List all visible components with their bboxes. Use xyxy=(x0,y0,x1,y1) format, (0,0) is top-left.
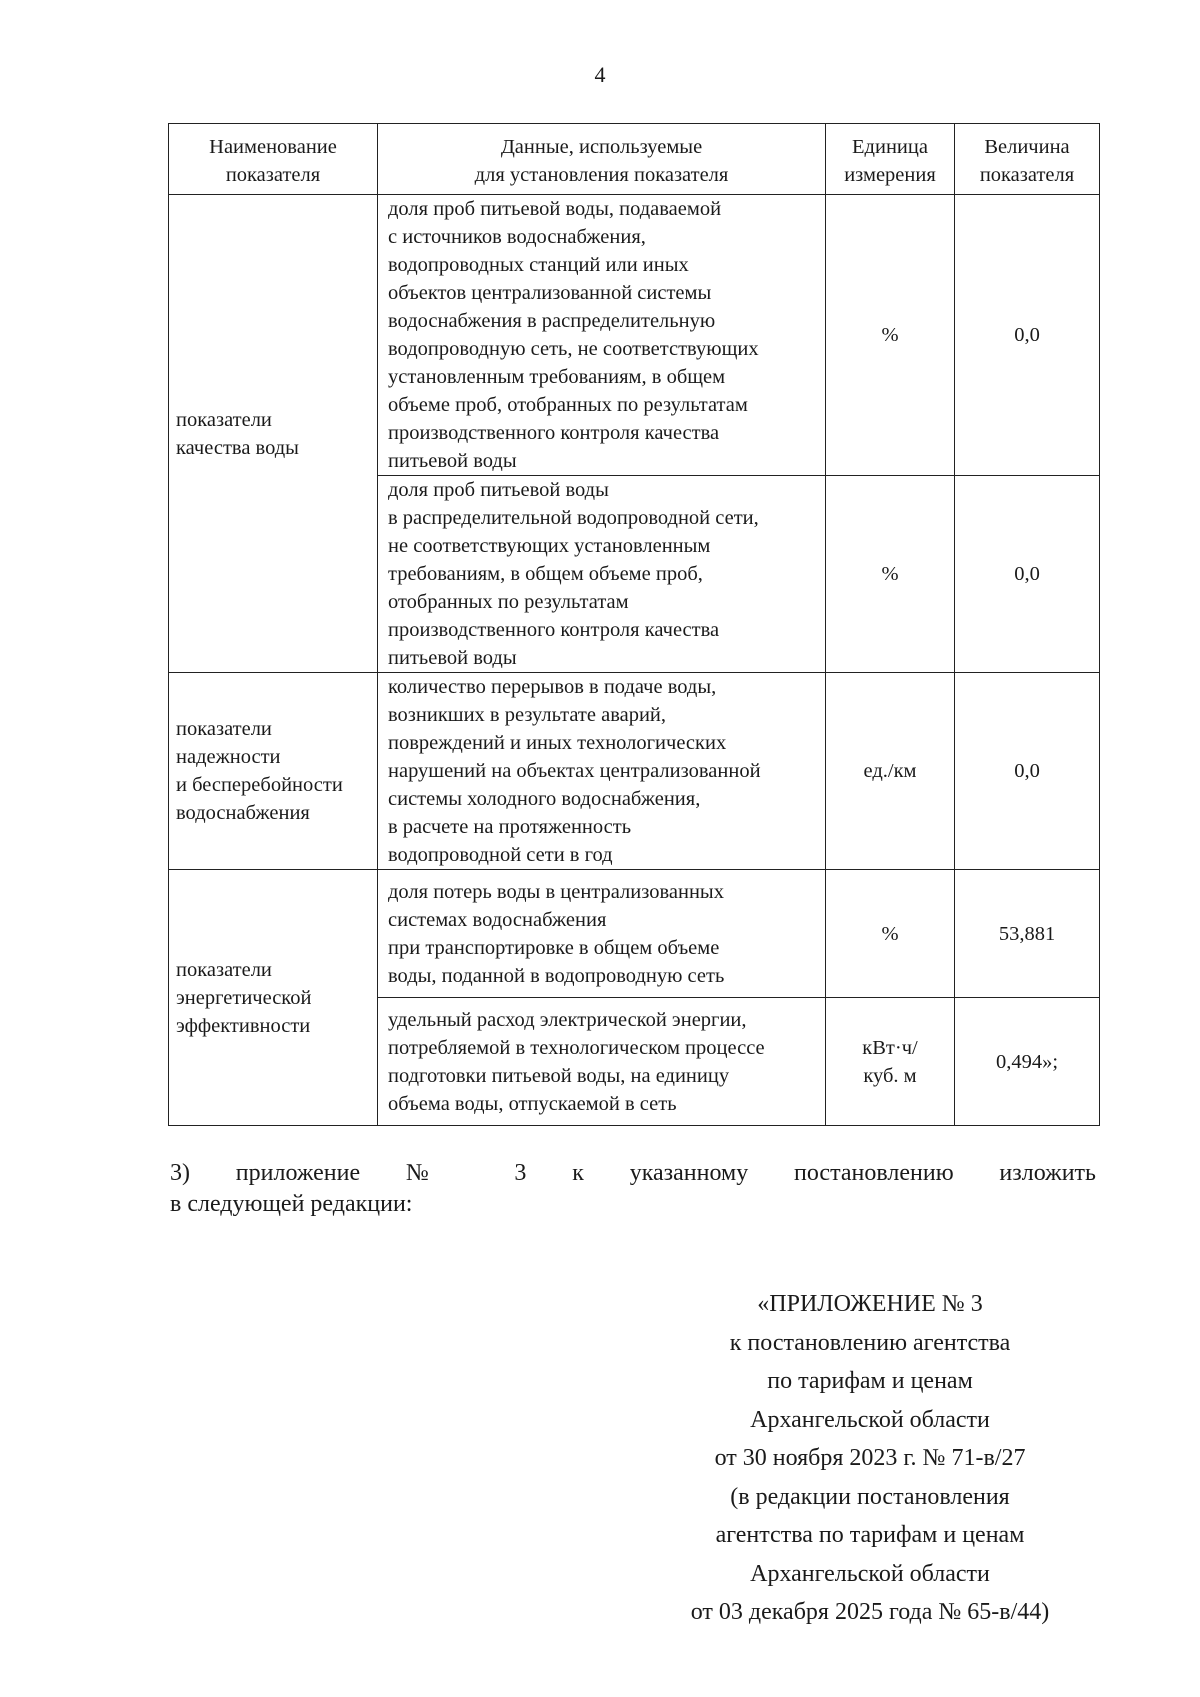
row-value: 0,0 xyxy=(955,673,1100,870)
row-value: 0,494»; xyxy=(955,998,1100,1126)
paragraph-line-1: 3) приложение № 3 к указанному постановлению изложить xyxy=(170,1160,1096,1186)
appendix-line: от 30 ноября 2023 г. № 71-в/27 xyxy=(714,1445,1026,1471)
row-value: 53,881 xyxy=(955,870,1100,998)
appendix-line: от 03 декабря 2025 года № 65-в/44) xyxy=(690,1599,1050,1625)
row-data-text: доля проб питьевой воды в распределительной водопроводной сети, не соответствующих установленным требованиям, в общем объеме проб, отобранных по результатам производственного контроля качества питьевой воды xyxy=(378,476,826,673)
table-row xyxy=(169,870,1100,998)
appendix-line: (в редакции постановления xyxy=(730,1483,1010,1510)
row-value: 0,0 xyxy=(955,195,1100,476)
table-header-row xyxy=(169,124,1100,195)
appendix-line: Архангельской области xyxy=(750,1560,990,1587)
header-unit: Единица измерения xyxy=(826,124,955,195)
appendix-heading xyxy=(640,1285,1100,1632)
indicators-table xyxy=(168,123,1100,1126)
appendix-line: «ПРИЛОЖЕНИЕ № 3 xyxy=(757,1291,983,1317)
appendix-line: агентства по тарифам и ценам xyxy=(715,1522,1025,1548)
row-data-text: удельный расход электрической энергии, потребляемой в технологическом процессе подготовки питьевой воды, на единицу объема воды, отпускаемой в сеть xyxy=(378,998,826,1126)
row-unit: кВт·ч/ куб. м xyxy=(826,998,955,1126)
row-data-text: доля потерь воды в централизованных системах водоснабжения при транспортировке в общем объеме воды, поданной в водопроводную сеть xyxy=(378,870,826,998)
header-indicator-name: Наименование показателя xyxy=(169,124,378,195)
paragraph-line-2: в следующей редакции: xyxy=(170,1191,413,1217)
row-value: 0,0 xyxy=(955,476,1100,673)
row-unit: % xyxy=(826,476,955,673)
row-unit: % xyxy=(826,870,955,998)
group-name-reliability: показатели надежности и бесперебойности водоснабжения xyxy=(169,673,378,870)
appendix-line: по тарифам и ценам xyxy=(767,1368,973,1394)
table-row xyxy=(169,673,1100,870)
row-unit: % xyxy=(826,195,955,476)
header-data-used: Данные, используемые для установления показателя xyxy=(378,124,826,195)
group-name-energy-efficiency: показатели энергетической эффективности xyxy=(169,870,378,1126)
table-row xyxy=(169,195,1100,476)
page-number: 4 xyxy=(594,62,606,87)
header-value: Величина показателя xyxy=(955,124,1100,195)
row-unit: ед./км xyxy=(826,673,955,870)
row-data-text: количество перерывов в подаче воды, возникших в результате аварий, повреждений и иных технологических нарушений на объектах централизованной системы холодного водоснабжения, в расчете на протяженность водопроводной сети в год xyxy=(378,673,826,870)
appendix-line: Архангельской области xyxy=(750,1406,990,1433)
row-data-text: доля проб питьевой воды, подаваемой с источников водоснабжения, водопроводных станций или иных объектов централизованной системы водоснабжения в распределительную водопроводную сеть, не соответствующих установленным требованиям, в общем объеме проб, отобранных по результатам производственного контроля качества питьевой воды xyxy=(378,195,826,476)
group-name-water-quality: показатели качества воды xyxy=(169,195,378,673)
appendix-line: к постановлению агентства xyxy=(729,1329,1011,1356)
